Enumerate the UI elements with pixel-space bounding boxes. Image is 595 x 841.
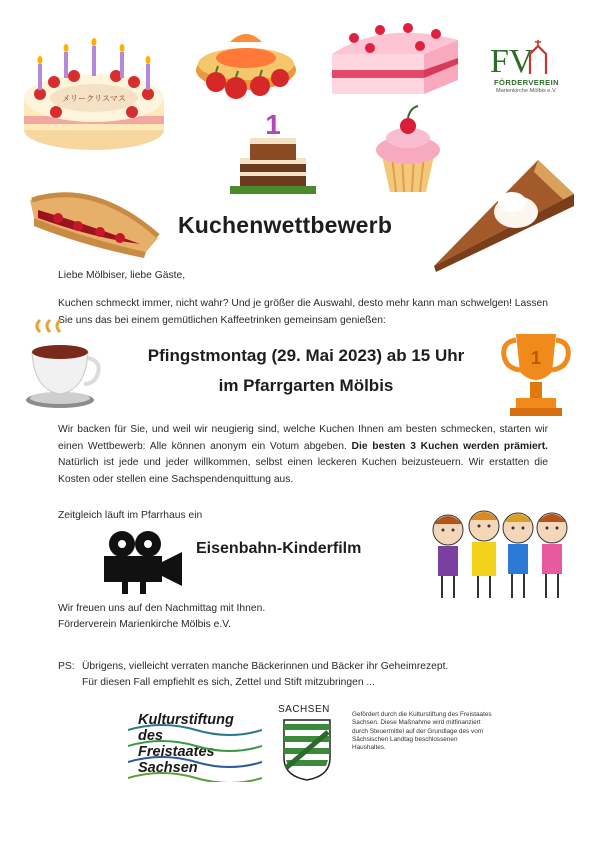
funding-note: Gefördert durch die Kulturstiftung des Freistaates Sachsen. Diese Maßnahme wird mitfinanziert durch Steuermittel auf der Grundlage des vom Sächsischen Landtag beschlossenen Haushaltes. (352, 711, 492, 752)
svg-text:1: 1 (530, 348, 542, 368)
cherry-pie-icon (24, 178, 164, 260)
film-camera-icon (96, 528, 188, 596)
page-title: Kuchenwettbewerb (178, 212, 393, 238)
ps-label: PS: (58, 661, 75, 672)
event-date: Pfingstmontag (29. Mai 2023) ab 15 Uhr (147, 346, 465, 365)
greeting: Liebe Mölbiser, liebe Gäste, (58, 270, 186, 281)
closing-line: Wir freuen uns auf den Nachmittag mit Ihnen. (58, 603, 266, 614)
ps-line-2: Für diesen Fall empfiehlt es sich, Zettel und Stift mitzubringen ... (82, 677, 376, 688)
sachsen-label: SACHSEN (278, 704, 330, 715)
competition-highlight: Die besten 3 Kuchen werden prämiert. (351, 440, 548, 452)
kulturstiftung-line-3: Freistaates (138, 744, 215, 760)
intro-paragraph: Kuchen schmeckt immer, nicht wahr? Und je größer die Auswahl, desto mehr kann man schwelgen! Lassen Sie uns das bei einem gemütlichen Kaffeetrinken gemeinsam genießen: (58, 298, 548, 326)
birthday-cake-icon (16, 38, 172, 154)
foerderverein-name: FÖRDERVEREIN (494, 78, 559, 87)
tiered-cake-icon (226, 106, 320, 198)
competition-paragraph: Wir backen für Sie, und weil wir neugierig sind, welche Kuchen Ihnen am besten schmecken, starten wir einen Wettbewerb: Alle können anonym ein Votum abgeben. Die besten 3 Kuchen werden prämiert. Natürlich ist jede und jeder willkommen, selbst einen leckeren Kuchen beizusteuern. Wir erstatten die Kosten oder stellen eine Sachspendenquittung aus. (58, 424, 548, 485)
event-place: im Pfarrgarten Mölbis (218, 376, 394, 395)
kulturstiftung-waves-icon (128, 716, 262, 782)
svg-text:1: 1 (265, 109, 281, 140)
svg-text:メリークリスマス: メリークリスマス (62, 94, 126, 103)
fruit-tart-icon (190, 24, 302, 104)
children-icon (428, 508, 574, 604)
signature: Förderverein Marienkirche Mölbis e.V. (58, 619, 232, 630)
fv-logo-icon (486, 38, 568, 78)
kulturstiftung-line-1: Kulturstiftung (138, 712, 234, 728)
sachsen-coat-of-arms-icon (282, 718, 332, 782)
trophy-icon (498, 326, 574, 422)
cream-pie-icon (424, 154, 578, 272)
foerderverein-subtitle: Marienkirche Mölbis e.V. (496, 88, 557, 94)
film-title: Eisenbahn-Kinderfilm (196, 540, 362, 557)
ps-line-1: Übrigens, vielleicht verraten manche Bäckerinnen und Bäcker ihr Geheimrezept. (82, 661, 449, 672)
coffee-cup-icon (20, 318, 112, 410)
kulturstiftung-line-2: des (138, 728, 163, 744)
kulturstiftung-line-4: Sachsen (138, 760, 198, 776)
svg-text:FV: FV (490, 43, 534, 78)
strawberry-cake-icon (324, 14, 466, 104)
parallel-event: Zeitgleich läuft im Pfarrhaus ein (58, 510, 203, 521)
